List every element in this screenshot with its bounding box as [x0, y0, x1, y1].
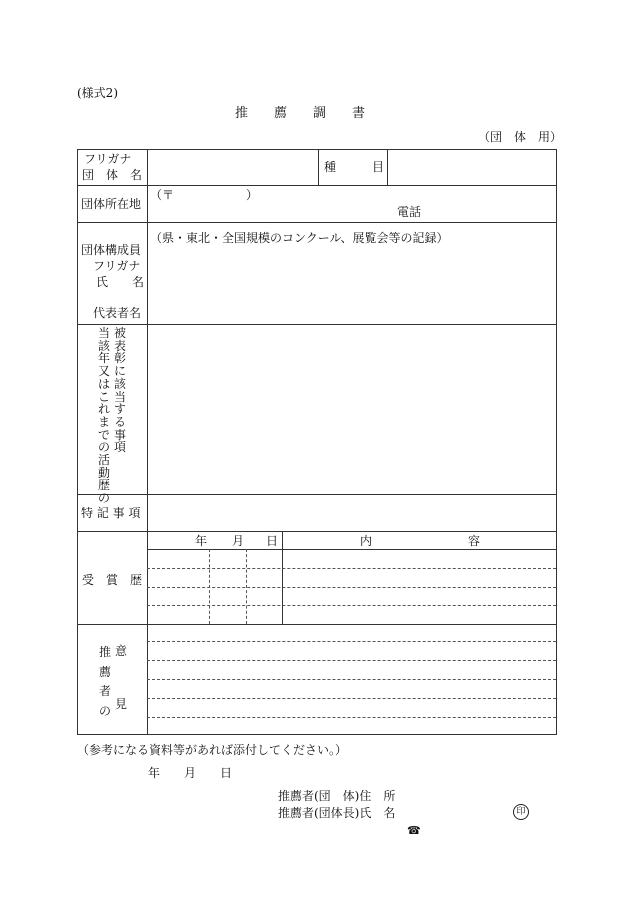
document-title: 推 薦 調 書: [235, 106, 366, 121]
row-divider: [78, 222, 556, 223]
activity-field[interactable]: [148, 326, 556, 492]
seal-mark: 印: [513, 804, 529, 820]
opinion-label-left: 意 見: [114, 644, 127, 711]
members-label: 団体構成員: [81, 243, 142, 257]
recommender-address-label: 推薦者(団 体)住 所: [278, 789, 396, 803]
row-divider: [78, 324, 556, 325]
award-row-line: [147, 605, 556, 606]
award-content-header: 内 容: [360, 534, 481, 548]
award-year-header: 年: [195, 534, 208, 548]
members-furigana-label: フリガナ: [93, 259, 141, 273]
award-history-label: 受 賞 歴: [82, 573, 143, 587]
address-label: 団体所在地: [81, 197, 142, 211]
address-field[interactable]: [148, 186, 556, 222]
document-subtitle: （団 体 用）: [478, 130, 563, 144]
group-name-label: 団 体 名: [82, 168, 143, 182]
opinion-label-right: 推 薦 者 の: [98, 645, 111, 718]
special-notes-field[interactable]: [148, 496, 556, 530]
row-divider: [78, 494, 556, 495]
award-row-line: [147, 568, 556, 569]
opinion-field[interactable]: [148, 625, 556, 733]
category-divider: [318, 150, 319, 185]
recommender-name-label: 推薦者(団体長)氏 名: [278, 806, 396, 820]
members-field[interactable]: [148, 246, 556, 322]
category-label: 種 目: [324, 160, 385, 174]
members-name-label: 氏 名: [96, 275, 145, 289]
phone-label: 電話: [397, 205, 422, 219]
activity-label-left: 当 該 年 又 は こ れ ま で の 活 動 歴 の: [97, 326, 110, 506]
activity-label-right: 被 表 彰 に 該 当 す る 事 項: [113, 326, 126, 455]
records-note: （県・東北・全国規模のコンクール、展覧会等の記録）: [150, 231, 449, 245]
special-notes-label: 特 記 事 項: [81, 506, 141, 520]
award-date-content-divider: [282, 531, 283, 624]
attachment-note: （参考になる資料等があれば添付してください。）: [77, 743, 348, 757]
postal-code-mark: （〒 ）: [150, 188, 259, 202]
award-month-header: 月: [232, 534, 245, 548]
award-day-header: 日: [266, 534, 279, 548]
form-number: (様式2): [77, 86, 118, 100]
row-divider: [78, 531, 556, 532]
telephone-icon: ☎: [407, 824, 421, 837]
furigana-label: フリガナ: [84, 152, 132, 166]
group-name-field[interactable]: [148, 150, 316, 184]
award-row-line: [147, 587, 556, 588]
category-field[interactable]: [388, 150, 556, 184]
representative-label: 代表者名: [93, 306, 142, 320]
date-line: 年 月 日: [148, 766, 233, 780]
